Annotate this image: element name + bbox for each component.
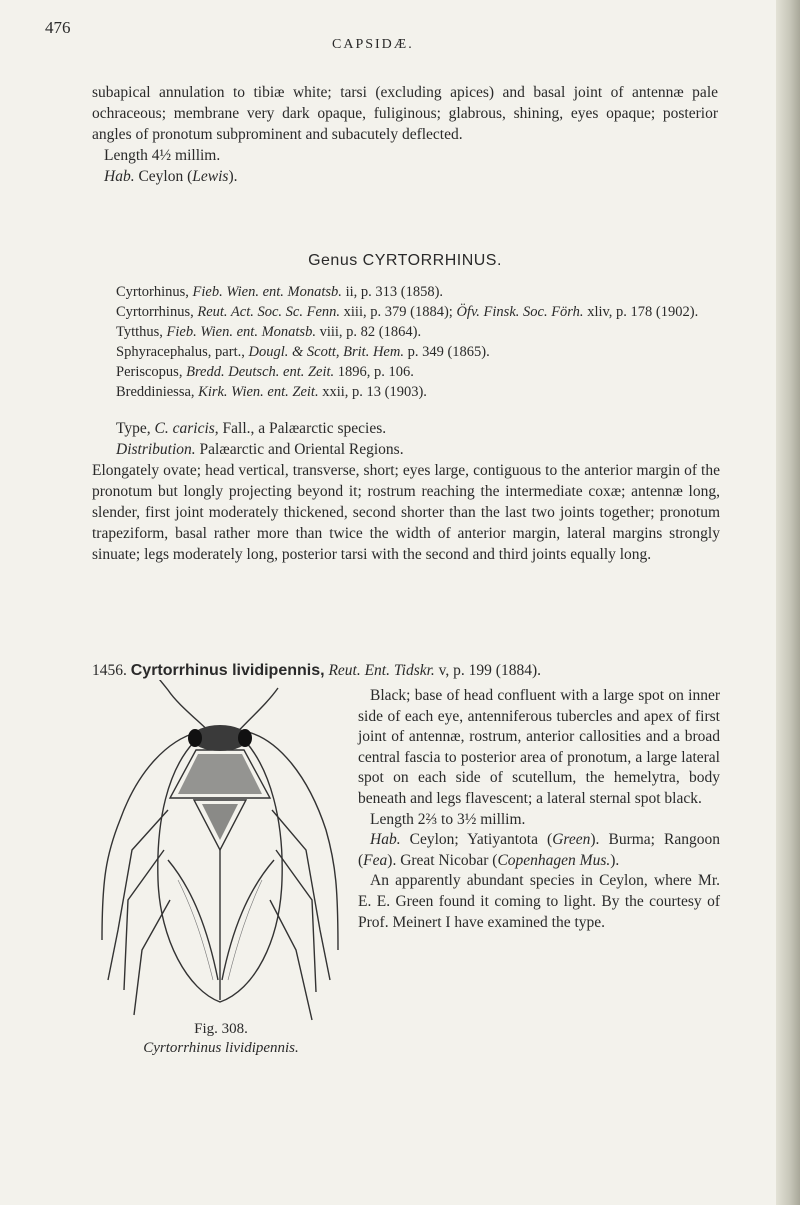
species-diagnosis: Black; base of head confluent with a large spot on inner side of each eye, antenniferous tubercles and apex of first joint of antennæ, rostrum, anterior callosities and a broad central fascia to posterior area of pronotum, a large lateral spot on each side of scutellum, the hemelytra, body beneath and legs flavescent; a lateral sternal spot black. [358,687,720,807]
species-note: An apparently abundant species in Ceylon, where Mr. E. E. Green found it coming to light. By the courtesy of Prof. Meinert I have examined the type. [358,872,720,931]
synonym-line: Breddiniessa, Kirk. Wien. ent. Zeit. xxii, p. 13 (1903). [116,384,427,400]
synonymy-list [116,282,716,402]
figure-species: Cyrtorrhinus lividipennis. [143,1040,299,1056]
prev-habitat: Hab. Ceylon (Lewis). [104,168,238,185]
insect-illustration [98,680,343,1025]
collector: Lewis [192,168,229,185]
synonym-line: Sphyracephalus, part., Dougl. & Scott, Brit. Hem. p. 349 (1865). [116,344,490,360]
species-length: Length 2⅔ to 3½ millim. [370,810,526,828]
genus-diagnosis [92,418,720,565]
previous-entry [92,82,718,187]
species-number: 1456. [92,662,127,679]
species-heading: 1456. Cyrtorrhinus lividipennis, Reut. Ent. Tidskr. v, p. 199 (1884). [92,662,541,679]
species-name: Cyrtorrhinus lividipennis, [130,662,325,679]
running-head: CAPSIDÆ. [332,37,414,52]
distribution-line: Distribution. Palæarctic and Oriental Regions. [116,441,404,458]
figure-caption [90,1020,352,1058]
prev-description: subapical annulation to tibiæ white; tarsi (excluding apices) and basal joint of antennæ pale ochraceous; membrane very dark opaque, fuliginous; glabrous, shining, eyes opaque; posterior angles of pronotum subprominent and subacutely deflected. [92,84,718,143]
genus-heading: Genus CYRTORRHINUS. [308,252,502,269]
synonym-line: Periscopus, Bredd. Deutsch. ent. Zeit. 1896, p. 106. [116,364,414,380]
hab-label: Hab. [104,168,135,185]
species-description [358,686,720,933]
prev-length: Length 4½ millim. [104,147,221,164]
eye-left [188,729,202,747]
genus-description: Elongately ovate; head vertical, transverse, short; eyes large, contiguous to the anterior margin of the pronotum but longly projecting beyond it; rostrum reaching the intermediate coxæ; antennæ long, slender, first joint moderately thickened, second shorter than the last two joints together; pronotum trapeziform, basal rather more than twice the width of anterior margin, lateral margins strongly sinuate; legs moderately long, posterior tarsi with the second and third joints equally long. [92,462,720,563]
type-line: Type, C. caricis, Fall., a Palæarctic species. [116,420,387,437]
synonym-line: Cyrtorrhinus, Reut. Act. Soc. Sc. Fenn. xiii, p. 379 (1884); Öfv. Finsk. Soc. Förh. xliv, p. 178 (1902). [116,304,699,320]
synonym-line: Tytthus, Fieb. Wien. ent. Monatsb. viii, p. 82 (1864). [116,324,422,340]
page-edge-shadow [776,0,800,1205]
eye-right [238,729,252,747]
synonym-line: Cyrtorhinus, Fieb. Wien. ent. Monatsb. ii, p. 313 (1858). [116,284,444,300]
species-habitat: Hab. Ceylon; Yatiyantota (Green). Burma; Rangoon (Fea). Great Nicobar (Copenhagen Mus.). [358,831,720,869]
page-number: 476 [45,18,71,37]
figure-label: Fig. 308. [194,1021,248,1037]
species-reference: Reut. Ent. Tidskr. [328,662,435,679]
